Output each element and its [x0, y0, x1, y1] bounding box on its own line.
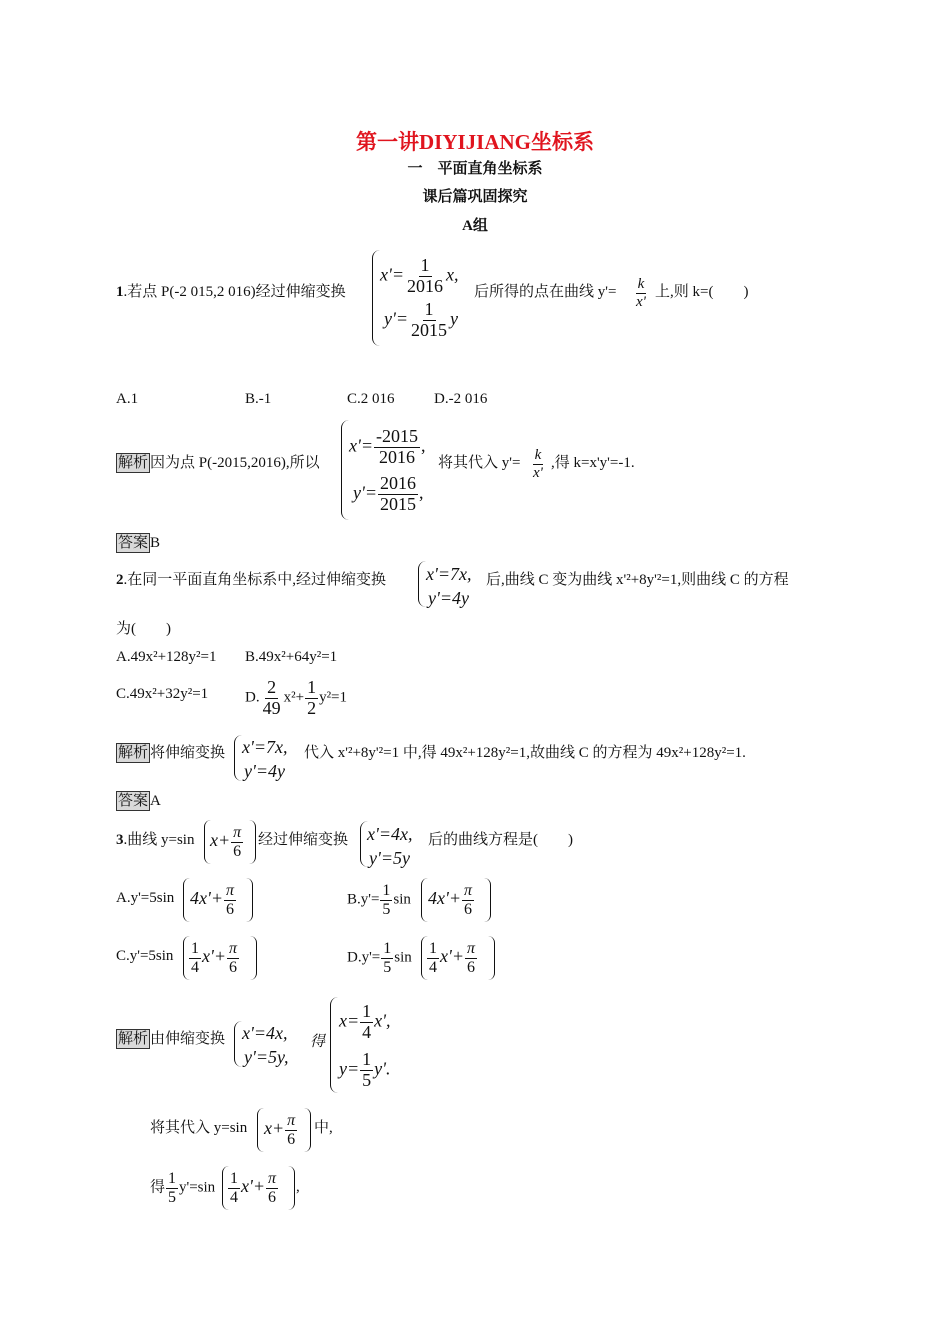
- q1-analysis-fraction: $\frac{k}{x'}$: [533, 447, 543, 481]
- q1-sys-line2: y'= $\frac{1}{2015}$ y: [384, 299, 458, 340]
- subtitle: 课后篇巩固探究: [422, 189, 528, 205]
- q3-result-end: ,: [296, 1179, 300, 1195]
- q2-option-c: C.49x²+32y²=1: [116, 686, 209, 702]
- q3-analysis: 解析 由伸缩变换: [118, 1031, 226, 1047]
- q2-answer: 答案 A: [118, 793, 161, 809]
- q2-option-b: B.49x²+64y²=1: [245, 649, 338, 665]
- analysis-tag: 解析: [118, 455, 149, 471]
- q2-analysis: 解析 将伸缩变换: [118, 745, 226, 761]
- q2-analysis-line2: y'=4y: [244, 761, 285, 781]
- q3-substitute-end: 中,: [314, 1120, 333, 1136]
- q3-result-start: 得 $\frac{1}{5}$ y'=sin: [150, 1170, 216, 1206]
- q3-option-a-paren-left: [183, 878, 190, 922]
- q3-analysis-inverse-line2: y= $\frac{1}{5}$ y'.: [339, 1049, 391, 1090]
- q3-analysis-de: 得: [310, 1034, 326, 1050]
- section-title: 一 平面直角坐标系: [407, 161, 543, 177]
- q3-result-arg: $\frac{1}{4}$ x'+ $\frac{\pi}{6}$: [230, 1170, 277, 1206]
- q3-option-c-prefix: C.y'=5sin: [116, 948, 174, 964]
- group-label: A组: [462, 218, 488, 234]
- q2-stem-end: 为( ): [116, 621, 171, 637]
- q1-analysis: 解析 因为点 P(-2015,2016),所以: [118, 455, 320, 471]
- q3-substitute-paren-left: [257, 1108, 264, 1152]
- page-title: 第一讲DIYIJIANG坐标系: [355, 130, 594, 154]
- q1-option-c: C.2 016: [347, 391, 395, 407]
- q1-answer: 答案 B: [118, 535, 161, 551]
- q3-option-b-paren-right: [484, 878, 491, 922]
- q3-stem-end: 后的曲线方程是( ): [428, 832, 573, 848]
- q3-option-a-paren-right: [246, 878, 253, 922]
- q2-sys-line1: x'=7x,: [426, 564, 472, 584]
- q3-paren-right: [249, 820, 256, 864]
- analysis-tag: 解析: [118, 1031, 149, 1047]
- q1-option-d: D.-2 016: [434, 391, 488, 407]
- q3-stem-start: 3.曲线 y=sin: [116, 832, 195, 848]
- q3-stem-arg: x+ $\frac{\pi}{6}$: [210, 824, 242, 860]
- q1-option-a: A.1: [116, 391, 139, 407]
- q3-option-b: B.y'= $\frac{1}{5}$ sin: [347, 882, 411, 918]
- q1-sys-line1: x'= $\frac{1}{2016}$ x,: [380, 255, 459, 296]
- q2-option-d: D. $\frac{2}{49}$ x²+ $\frac{1}{2}$ y²=1: [245, 677, 348, 718]
- q2-stem-mid: 后,曲线 C 变为曲线 x'²+8y'²=1,则曲线 C 的方程: [486, 572, 789, 588]
- q3-option-b-paren-left: [421, 878, 428, 922]
- q3-analysis-line2: y'=5y,: [244, 1047, 289, 1067]
- analysis-tag: 解析: [118, 745, 149, 761]
- q1-analysis-end: ,得 k=x'y'=-1.: [551, 455, 635, 471]
- q3-substitute-text: 将其代入 y=sin: [150, 1120, 248, 1136]
- q2-analysis-line1: x'=7x,: [242, 737, 288, 757]
- q3-option-c-paren-right: [250, 936, 257, 980]
- q1-analysis-line1: x'= $\frac{-2015}{2016}$ ,: [349, 426, 426, 467]
- answer-tag: 答案: [118, 793, 149, 809]
- q2-stem-start: 2.在同一平面直角坐标系中,经过伸缩变换: [116, 572, 387, 588]
- q3-option-b-arg: 4x'+ $\frac{\pi}{6}$: [428, 882, 473, 918]
- answer-tag: 答案: [118, 535, 149, 551]
- q1-curve-fraction: $\frac{k}{x'}$: [636, 276, 646, 310]
- q3-substitute-paren-right: [304, 1108, 311, 1152]
- q3-analysis-inverse-line1: x= $\frac{1}{4}$ x',: [339, 1001, 391, 1042]
- q3-result-paren-right: [288, 1166, 295, 1210]
- q3-option-a-arg: 4x'+ $\frac{\pi}{6}$: [190, 882, 235, 918]
- q3-sys-line1: x'=4x,: [367, 824, 413, 844]
- q1-stem-end: 上,则 k=( ): [655, 284, 749, 300]
- q3-analysis-line1: x'=4x,: [242, 1023, 288, 1043]
- q3-option-c-arg: $\frac{1}{4}$ x'+ $\frac{\pi}{6}$: [191, 940, 238, 976]
- q3-sys-line2: y'=5y: [369, 848, 410, 868]
- q3-stem-mid: 经过伸缩变换: [258, 832, 349, 848]
- q1-option-b: B.-1: [245, 391, 272, 407]
- q2-analysis-end: 代入 x'²+8y'²=1 中,得 49x²+128y²=1,故曲线 C 的方程为 49x²+128y²=1.: [304, 745, 746, 761]
- q3-analysis-brace: [234, 1021, 242, 1067]
- q2-brace: [418, 561, 426, 607]
- q3-substitute-arg: x+ $\frac{\pi}{6}$: [264, 1112, 296, 1148]
- q1-analysis-line2: y'= $\frac{2016}{2015}$ ,: [353, 473, 424, 514]
- q3-option-d-paren-right: [488, 936, 495, 980]
- q3-analysis-inverse-brace: [330, 997, 339, 1093]
- q1-stem-mid: 后所得的点在曲线 y'=: [474, 284, 617, 300]
- q3-option-d-arg: $\frac{1}{4}$ x'+ $\frac{\pi}{6}$: [429, 940, 476, 976]
- q1-stem-start: 1.若点 P(-2 015,2 016)经过伸缩变换: [116, 284, 346, 300]
- q3-option-d: D.y'= $\frac{1}{5}$ sin: [347, 940, 412, 976]
- q2-option-a: A.49x²+128y²=1: [116, 649, 217, 665]
- q2-analysis-brace: [234, 735, 242, 781]
- q3-option-a-prefix: A.y'=5sin: [116, 890, 175, 906]
- q2-sys-line2: y'=4y: [428, 588, 469, 608]
- q1-analysis-mid: 将其代入 y'=: [438, 455, 521, 471]
